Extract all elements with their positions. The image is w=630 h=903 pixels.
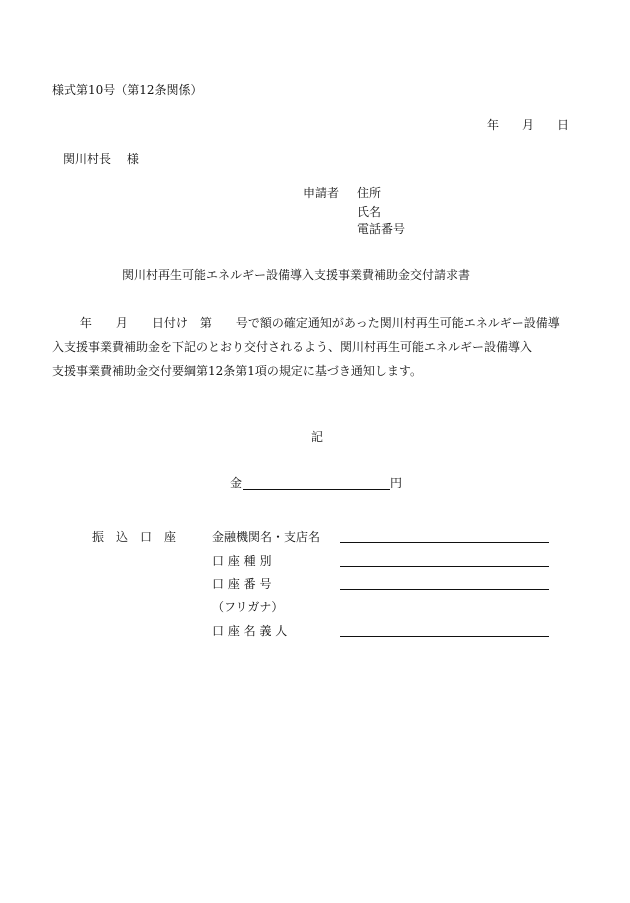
date-month-label: 月 (522, 118, 535, 132)
account-number-label: 口 座 番 号 (212, 577, 272, 591)
account-holder-label: 口 座 名 義 人 (212, 624, 288, 638)
ki-heading: 記 (311, 430, 324, 444)
account-type-line (340, 566, 549, 567)
account-type-label: 口 座 種 別 (212, 554, 272, 568)
body-paragraph (52, 311, 582, 383)
body-line-3: 支援事業費補助金交付要綱第12条第1項の規定に基づき通知します。 (52, 364, 422, 378)
applicant-address-label: 住所 (357, 186, 382, 200)
applicant-phone-label: 電話番号 (357, 222, 406, 236)
account-holder-line (340, 636, 549, 637)
account-number-line (340, 589, 549, 590)
amount-suffix: 円 (390, 476, 403, 490)
bank-institution-label: 金融機関名・支店名 (212, 530, 321, 544)
furigana-label: （フリガナ） (212, 600, 284, 614)
date-day-label: 日 (557, 118, 570, 132)
bank-transfer-label: 振 込 口 座 (92, 530, 177, 544)
date-year-label: 年 (487, 118, 500, 132)
amount-line (243, 489, 390, 490)
document-title: 関川村再生可能エネルギー設備導入支援事業費補助金交付請求書 (122, 268, 471, 282)
bank-institution-line (340, 542, 549, 543)
form-number: 様式第10号（第12条関係） (52, 83, 203, 97)
amount-prefix: 金 (230, 476, 243, 490)
addressee: 関川村長 様 (63, 152, 139, 166)
applicant-label: 申請者 (303, 186, 340, 200)
body-line-1: 年 月 日付け 第 号で額の確定通知があった関川村再生可能エネルギー設備導 (52, 316, 560, 330)
body-line-2: 入支援事業費補助金を下記のとおり交付されるよう、関川村再生可能エネルギー設備導入 (52, 340, 533, 354)
applicant-name-label: 氏名 (357, 205, 382, 219)
